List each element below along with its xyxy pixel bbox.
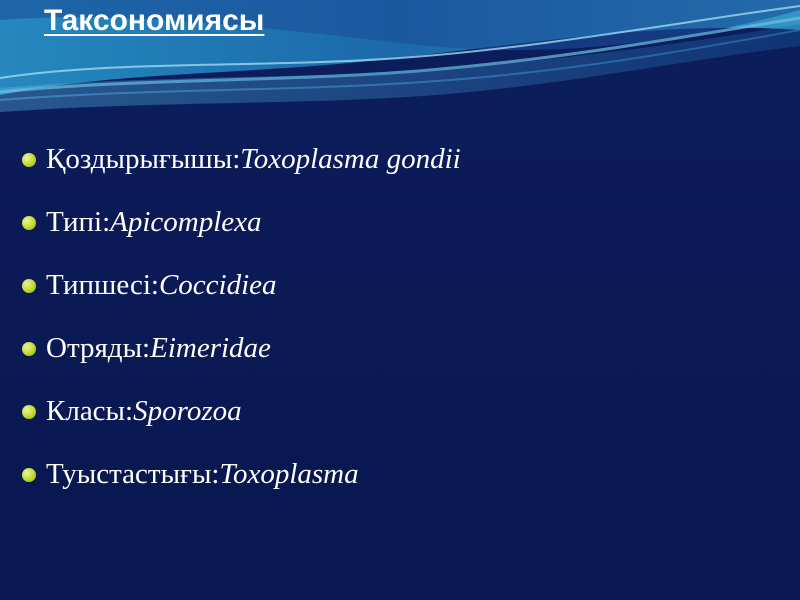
list-item [22, 380, 461, 443]
taxonomy-list [22, 128, 461, 506]
taxon-rank-label: Класы: [46, 395, 134, 427]
taxon-rank-label: Типшесі: [46, 269, 159, 301]
bullet-icon [22, 468, 36, 482]
taxon-name: Toxoplasma gondii [240, 143, 461, 175]
list-item [22, 254, 461, 317]
bullet-icon [22, 405, 36, 419]
list-item [22, 443, 461, 506]
taxon-rank-label: Қоздырығышы: [46, 143, 241, 175]
bullet-icon [22, 153, 36, 167]
taxon-rank-label: Типі: [46, 206, 111, 238]
taxon-rank-label: Отряды: [46, 332, 151, 364]
taxon-name: Toxoplasma [219, 458, 359, 490]
taxon-name: Apicomplexa [110, 206, 262, 238]
bullet-icon [22, 279, 36, 293]
list-item [22, 191, 461, 254]
taxon-name: Coccidiea [158, 269, 277, 301]
bullet-icon [22, 216, 36, 230]
bullet-icon [22, 342, 36, 356]
list-item [22, 317, 461, 380]
taxon-name: Eimeridae [150, 332, 271, 364]
taxon-name: Sporozoa [133, 395, 242, 427]
list-item [22, 128, 461, 191]
slide-title: Таксономиясы [44, 4, 265, 37]
taxon-rank-label: Туыстастығы: [46, 458, 220, 490]
